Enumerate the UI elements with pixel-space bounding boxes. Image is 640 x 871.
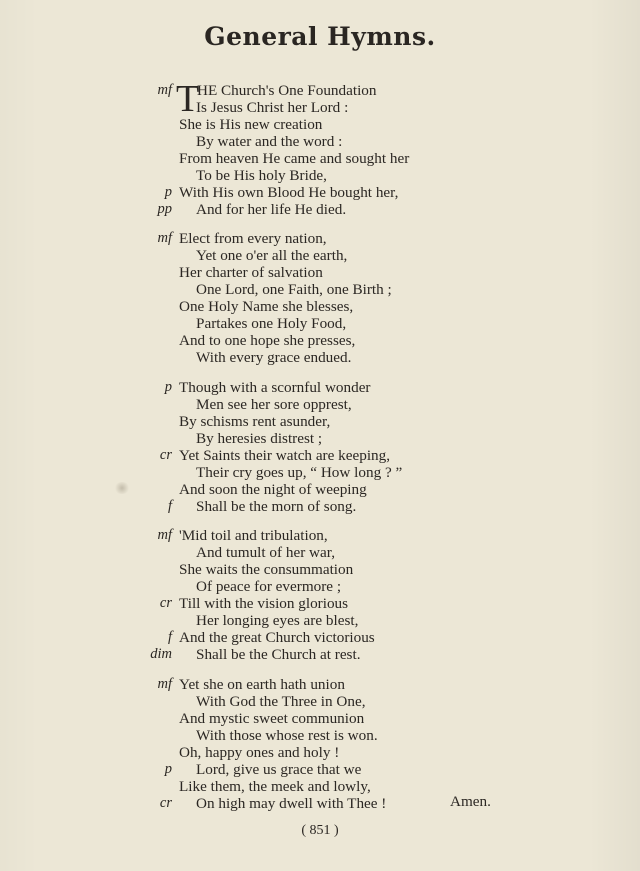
verse-line: And for her life He died.: [196, 201, 347, 218]
verse-line: Lord, give us grace that we: [196, 761, 362, 778]
verse-line: One Lord, one Faith, one Birth ;: [196, 281, 392, 298]
verse-line: Their cry goes up, “ How long ? ”: [196, 464, 403, 481]
verse-line: Oh, happy ones and holy !: [179, 744, 340, 761]
verse-line: Yet she on earth hath union: [179, 676, 345, 693]
verse-line: By schisms rent asunder,: [179, 413, 331, 430]
verse-line: HE Church's One Foundation: [197, 82, 377, 99]
amen-text: Amen.: [450, 793, 491, 810]
dynamic-mark: f: [167, 629, 172, 645]
drop-capital: T: [176, 78, 200, 120]
verse-line: By heresies distrest ;: [196, 430, 323, 447]
dynamic-mark: mf: [157, 527, 172, 543]
dynamic-mark: f: [167, 498, 172, 514]
verse-line: One Holy Name she blesses,: [179, 298, 354, 315]
verse-line: To be His holy Bride,: [196, 167, 327, 184]
verse-line: Shall be the morn of song.: [196, 498, 357, 515]
verse-line: Elect from every nation,: [179, 230, 327, 247]
verse-line: Yet one o'er all the earth,: [196, 247, 348, 264]
verse-line: And mystic sweet communion: [179, 710, 365, 727]
dynamic-mark: mf: [157, 676, 172, 692]
dynamic-mark: mf: [157, 230, 172, 246]
verse-line: From heaven He came and sought her: [179, 150, 410, 167]
verse-line: She waits the consummation: [179, 561, 354, 578]
dynamic-mark: pp: [157, 201, 172, 217]
verse-line: Her charter of salvation: [179, 264, 323, 281]
verse-line: Is Jesus Christ her Lord :: [196, 99, 349, 116]
dynamic-mark: cr: [159, 795, 172, 811]
verse-line: Till with the vision glorious: [179, 595, 349, 612]
verse-line: And soon the night of weeping: [179, 481, 367, 498]
verse-line: Partakes one Holy Food,: [196, 315, 347, 332]
verse-line: 'Mid toil and tribulation,: [179, 527, 328, 544]
dynamic-mark: p: [164, 184, 172, 200]
dynamic-mark: cr: [159, 447, 172, 463]
verse-line: And the great Church victorious: [179, 629, 375, 646]
verse-line: She is His new creation: [179, 116, 323, 133]
dynamic-mark: cr: [159, 595, 172, 611]
verse-line: Shall be the Church at rest.: [196, 646, 361, 663]
verse-line: Though with a scornful wonder: [179, 379, 371, 396]
verse-line: Of peace for evermore ;: [196, 578, 342, 595]
verse-line: Her longing eyes are blest,: [196, 612, 359, 629]
dynamic-mark: p: [164, 761, 172, 777]
paper-smudge: [114, 482, 130, 494]
verse-line: Men see her sore opprest,: [196, 396, 352, 413]
verse-line: With His own Blood He bought her,: [179, 184, 399, 201]
verse-line: On high may dwell with Thee !: [196, 795, 387, 812]
dynamic-mark: mf: [157, 82, 172, 98]
dynamic-mark: dim: [150, 646, 172, 662]
verse-line: With those whose rest is won.: [196, 727, 378, 744]
verse-line: With every grace endued.: [196, 349, 352, 366]
verse-line: Yet Saints their watch are keeping,: [179, 447, 391, 464]
page-number: ( 851 ): [301, 823, 339, 838]
verse-line: And tumult of her war,: [196, 544, 336, 561]
verse-line: Like them, the meek and lowly,: [179, 778, 371, 795]
verse-line: With God the Three in One,: [196, 693, 366, 710]
page-title: General Hymns.: [204, 22, 436, 51]
verse-line: By water and the word :: [196, 133, 343, 150]
dynamic-mark: p: [164, 379, 172, 395]
verse-line: And to one hope she presses,: [179, 332, 356, 349]
